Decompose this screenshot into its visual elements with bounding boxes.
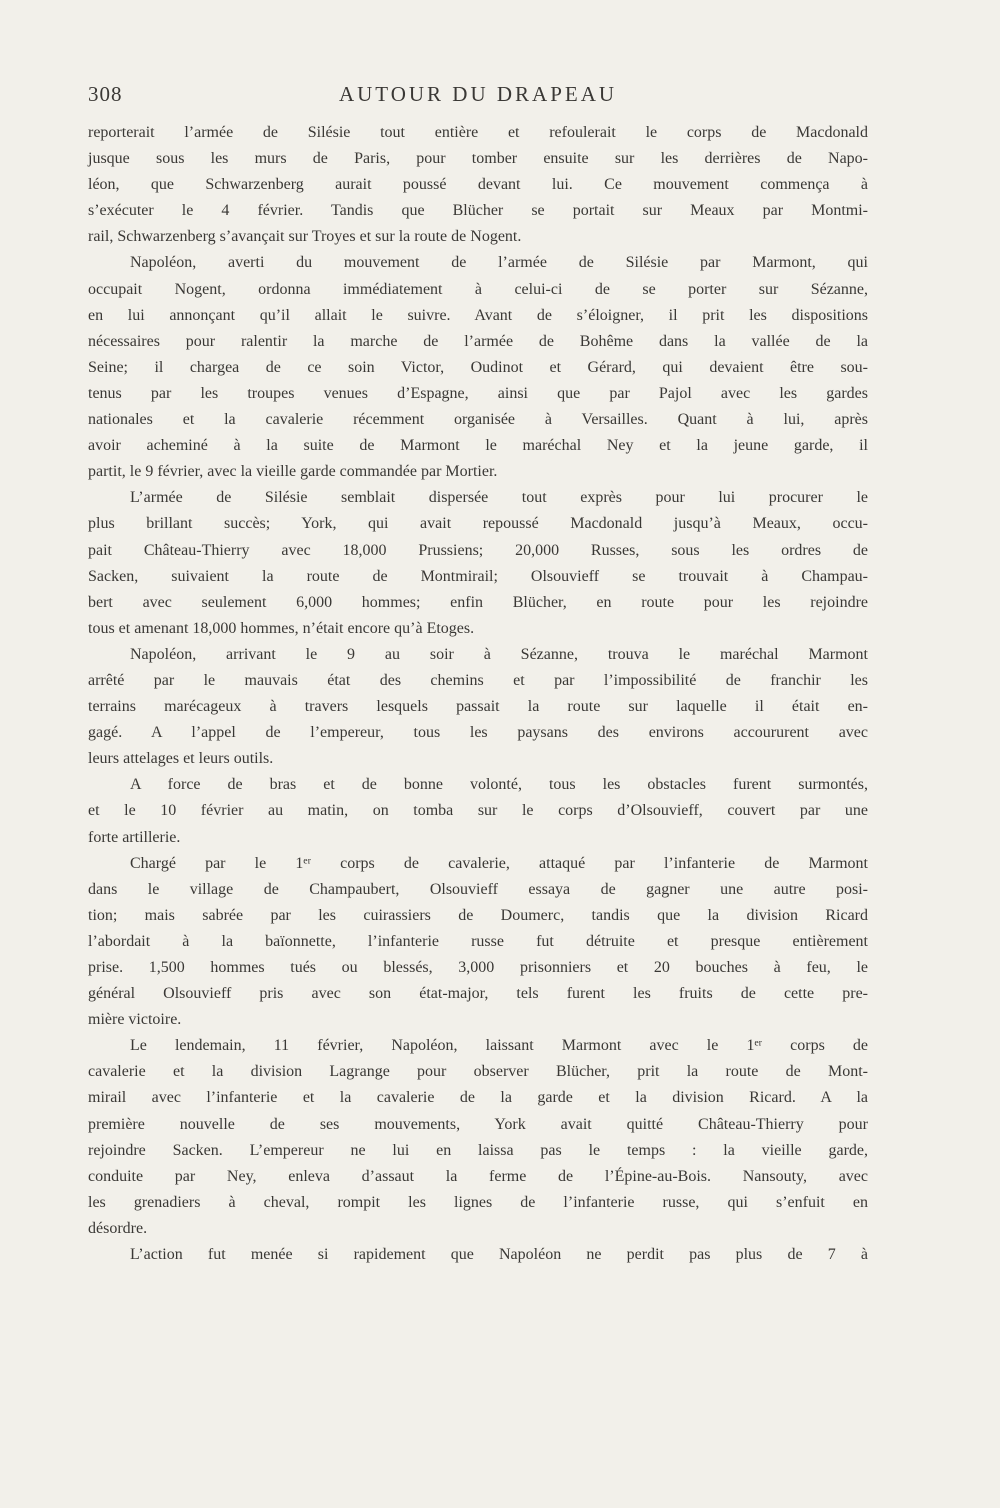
text-line: première nouvelle de ses mouvements, York avait quitté Château-Thierry pour — [88, 1115, 868, 1133]
text-line: général Olsouvieff pris avec son état-major, tels furent les fruits de cette pre- — [88, 985, 868, 1003]
text-line: arrêté par le mauvais état des chemins et par l’impossibilité de franchir les — [88, 671, 868, 689]
text-line: terrains marécageux à travers lesquels passait la route sur laquelle il était en- — [88, 698, 868, 716]
text-line: L’armée de Silésie semblait dispersée tout exprès pour lui procurer le — [130, 489, 868, 507]
text-line: rail, Schwarzenberg s’avançait sur Troyes et sur la route de Nogent. — [88, 228, 522, 246]
text-line: avoir acheminé à la suite de Marmont le maréchal Ney et la jeune garde, il — [88, 437, 868, 455]
text-line: l’abordait à la baïonnette, l’infanterie russe fut détruite et presque entièrement — [88, 932, 868, 950]
text-line: et le 10 février au matin, on tomba sur le corps d’Olsouvieff, couvert par une — [88, 802, 868, 820]
text-line: les grenadiers à cheval, rompit les lignes de l’infanterie russe, qui s’enfuit en — [88, 1193, 868, 1211]
text-line: pait Château-Thierry avec 18,000 Prussiens; 20,000 Russes, sous les ordres de — [88, 541, 868, 559]
text-line: leurs attelages et leurs outils. — [88, 750, 274, 768]
text-line: cavalerie et la division Lagrange pour observer Blücher, prit la route de Mont- — [88, 1063, 868, 1081]
text-line: Chargé par le 1ᵉʳ corps de cavalerie, attaqué par l’infanterie de Marmont — [130, 854, 868, 872]
text-line: Sacken, suivaient la route de Montmirail; Olsouvieff se trouvait à Champau- — [88, 567, 868, 585]
text-line: conduite par Ney, enleva d’assaut la ferme de l’Épine-au-Bois. Nansouty, avec — [88, 1167, 868, 1185]
text-line: L’action fut menée si rapidement que Napoléon ne perdit pas plus de 7 à — [130, 1246, 868, 1264]
text-line: nécessaires pour ralentir la marche de l’armée de Bohême dans la vallée de la — [88, 332, 868, 350]
text-line: occupait Nogent, ordonna immédiatement à celui-ci de se porter sur Sézanne, — [88, 280, 868, 298]
text-line: forte artillerie. — [88, 828, 181, 846]
text-line: rejoindre Sacken. L’empereur ne lui en laissa pas le temps : la vieille garde, — [88, 1141, 868, 1159]
text-line: partit, le 9 février, avec la vieille garde commandée par Mortier. — [88, 463, 498, 481]
text-line: mirail avec l’infanterie et la cavalerie de la garde et la division Ricard. A la — [88, 1089, 868, 1107]
text-line: jusque sous les murs de Paris, pour tomber ensuite sur les derrières de Napo- — [88, 150, 868, 168]
text-line: dans le village de Champaubert, Olsouvieff essaya de gagner une autre posi- — [88, 880, 868, 898]
text-line: bert avec seulement 6,000 hommes; enfin Blücher, en route pour les rejoindre — [88, 593, 868, 611]
text-line: désordre. — [88, 1219, 148, 1237]
text-line: s’exécuter le 4 février. Tandis que Blücher se portait sur Meaux par Montmi- — [88, 202, 868, 220]
text-line: Napoléon, averti du mouvement de l’armée de Silésie par Marmont, qui — [130, 254, 868, 272]
text-line: Napoléon, arrivant le 9 au soir à Sézanne, trouva le maréchal Marmont — [130, 645, 868, 663]
text-line: tous et amenant 18,000 hommes, n’était encore qu’à Etoges. — [88, 619, 475, 637]
text-line: Seine; il chargea de ce soin Victor, Oudinot et Gérard, qui devaient être sou- — [88, 358, 868, 376]
running-head — [88, 82, 868, 112]
text-line: tion; mais sabrée par les cuirassiers de Doumerc, tandis que la division Ricard — [88, 906, 868, 924]
text-line: A force de bras et de bonne volonté, tous les obstacles furent surmontés, — [130, 776, 868, 794]
text-line: en lui annonçant qu’il allait le suivre. Avant de s’éloigner, il prit les dispositions — [88, 306, 868, 324]
page-number: 308 — [88, 82, 123, 106]
text-line: plus brillant succès; York, qui avait repoussé Macdonald jusqu’à Meaux, occu- — [88, 515, 868, 533]
text-line: reporterait l’armée de Silésie tout entière et refoulerait le corps de Macdonald — [88, 124, 868, 141]
text-line: léon, que Schwarzenberg aurait poussé devant lui. Ce mouvement commença à — [88, 176, 868, 194]
text-line: tenus par les troupes venues d’Espagne, ainsi que par Pajol avec les gardes — [88, 384, 868, 402]
body-text — [88, 120, 868, 1268]
text-line: nationales et la cavalerie récemment organisée à Versailles. Quant à lui, après — [88, 411, 868, 429]
text-line: mière victoire. — [88, 1011, 182, 1029]
text-line: Le lendemain, 11 février, Napoléon, laissant Marmont avec le 1ᵉʳ corps de — [130, 1037, 868, 1055]
text-line: prise. 1,500 hommes tués ou blessés, 3,000 prisonniers et 20 bouches à feu, le — [88, 959, 868, 976]
text-line: gagé. A l’appel de l’empereur, tous les paysans des environs accoururent avec — [88, 724, 868, 742]
running-title: AUTOUR DU DRAPEAU — [338, 82, 618, 106]
